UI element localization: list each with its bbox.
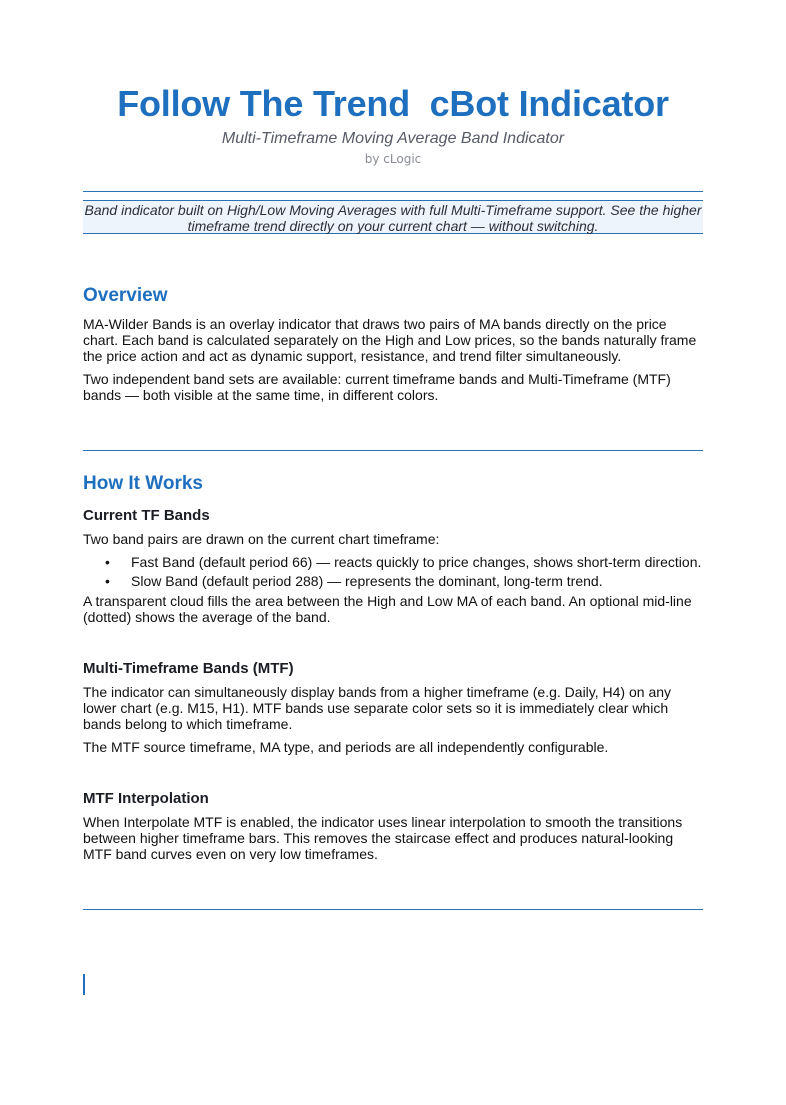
document-title: Follow The Trend cBot Indicator (117, 83, 669, 124)
author-byline: by cLogic (364, 152, 422, 166)
interpolation-paragraph (83, 814, 703, 862)
text-line: bands belong to which timeframe. (83, 716, 293, 732)
overview-paragraph-2 (83, 371, 703, 403)
text-line: bands — both visible at the same time, in different colors. (83, 387, 439, 403)
text-cursor[interactable] (83, 974, 85, 995)
current-tf-intro: Two band pairs are drawn on the current chart timeframe: (83, 531, 440, 547)
how-it-works-heading: How It Works (83, 473, 203, 494)
interpolation-heading: MTF Interpolation (83, 790, 209, 807)
callout-line-2: timeframe trend directly on your current chart — without switching. (187, 218, 599, 234)
mtf-paragraph-1 (83, 684, 703, 732)
current-tf-heading: Current TF Bands (83, 507, 210, 524)
mtf-heading: Multi-Timeframe Bands (MTF) (83, 660, 294, 677)
text-line: (dotted) shows the average of the band. (83, 609, 331, 625)
section-divider (83, 909, 703, 910)
header-divider (83, 191, 703, 192)
text-line: A transparent cloud fills the area between the High and Low MA of each band. An optional mid-line (83, 593, 692, 609)
callout-line-1: Band indicator built on High/Low Moving Averages with full Multi-Timeframe support. See the higher (84, 202, 702, 218)
text-line: the price action and act as dynamic support, resistance, and trend filter simultaneously. (83, 348, 622, 364)
text-line: The indicator can simultaneously display bands from a higher timeframe (e.g. Daily, H4) on any (83, 684, 672, 700)
current-tf-paragraph (83, 593, 703, 625)
overview-paragraph-1 (83, 316, 703, 364)
text-line: chart. Each band is calculated separately on the High and Low prices, so the bands naturally frame (83, 332, 697, 348)
text-line: between higher timeframe bars. This removes the staircase effect and produces natural-looking (83, 830, 674, 846)
list-item-text: Fast Band (default period 66) — reacts quickly to price changes, shows short-term direction. (131, 554, 702, 570)
intro-callout (83, 200, 703, 234)
bullet-glyph: • (105, 554, 110, 570)
text-line: Two independent band sets are available: current timeframe bands and Multi-Timeframe (MTF) (83, 371, 671, 387)
bullet-glyph: • (105, 573, 110, 589)
document-subtitle: Multi-Timeframe Moving Average Band Indicator (221, 130, 565, 147)
mtf-paragraph-2: The MTF source timeframe, MA type, and periods are all independently configurable. (83, 739, 609, 755)
text-line: MTF band curves even on very low timeframes. (83, 846, 378, 862)
text-line: lower chart (e.g. M15, H1). MTF bands use separate color sets so it is immediately clear which (83, 700, 669, 716)
section-divider (83, 450, 703, 451)
list-item-text: Slow Band (default period 288) — represents the dominant, long-term trend. (131, 573, 603, 589)
text-line: MA-Wilder Bands is an overlay indicator that draws two pairs of MA bands directly on the price (83, 316, 667, 332)
overview-heading: Overview (83, 285, 168, 306)
text-line: When Interpolate MTF is enabled, the indicator uses linear interpolation to smooth the transitions (83, 814, 683, 830)
